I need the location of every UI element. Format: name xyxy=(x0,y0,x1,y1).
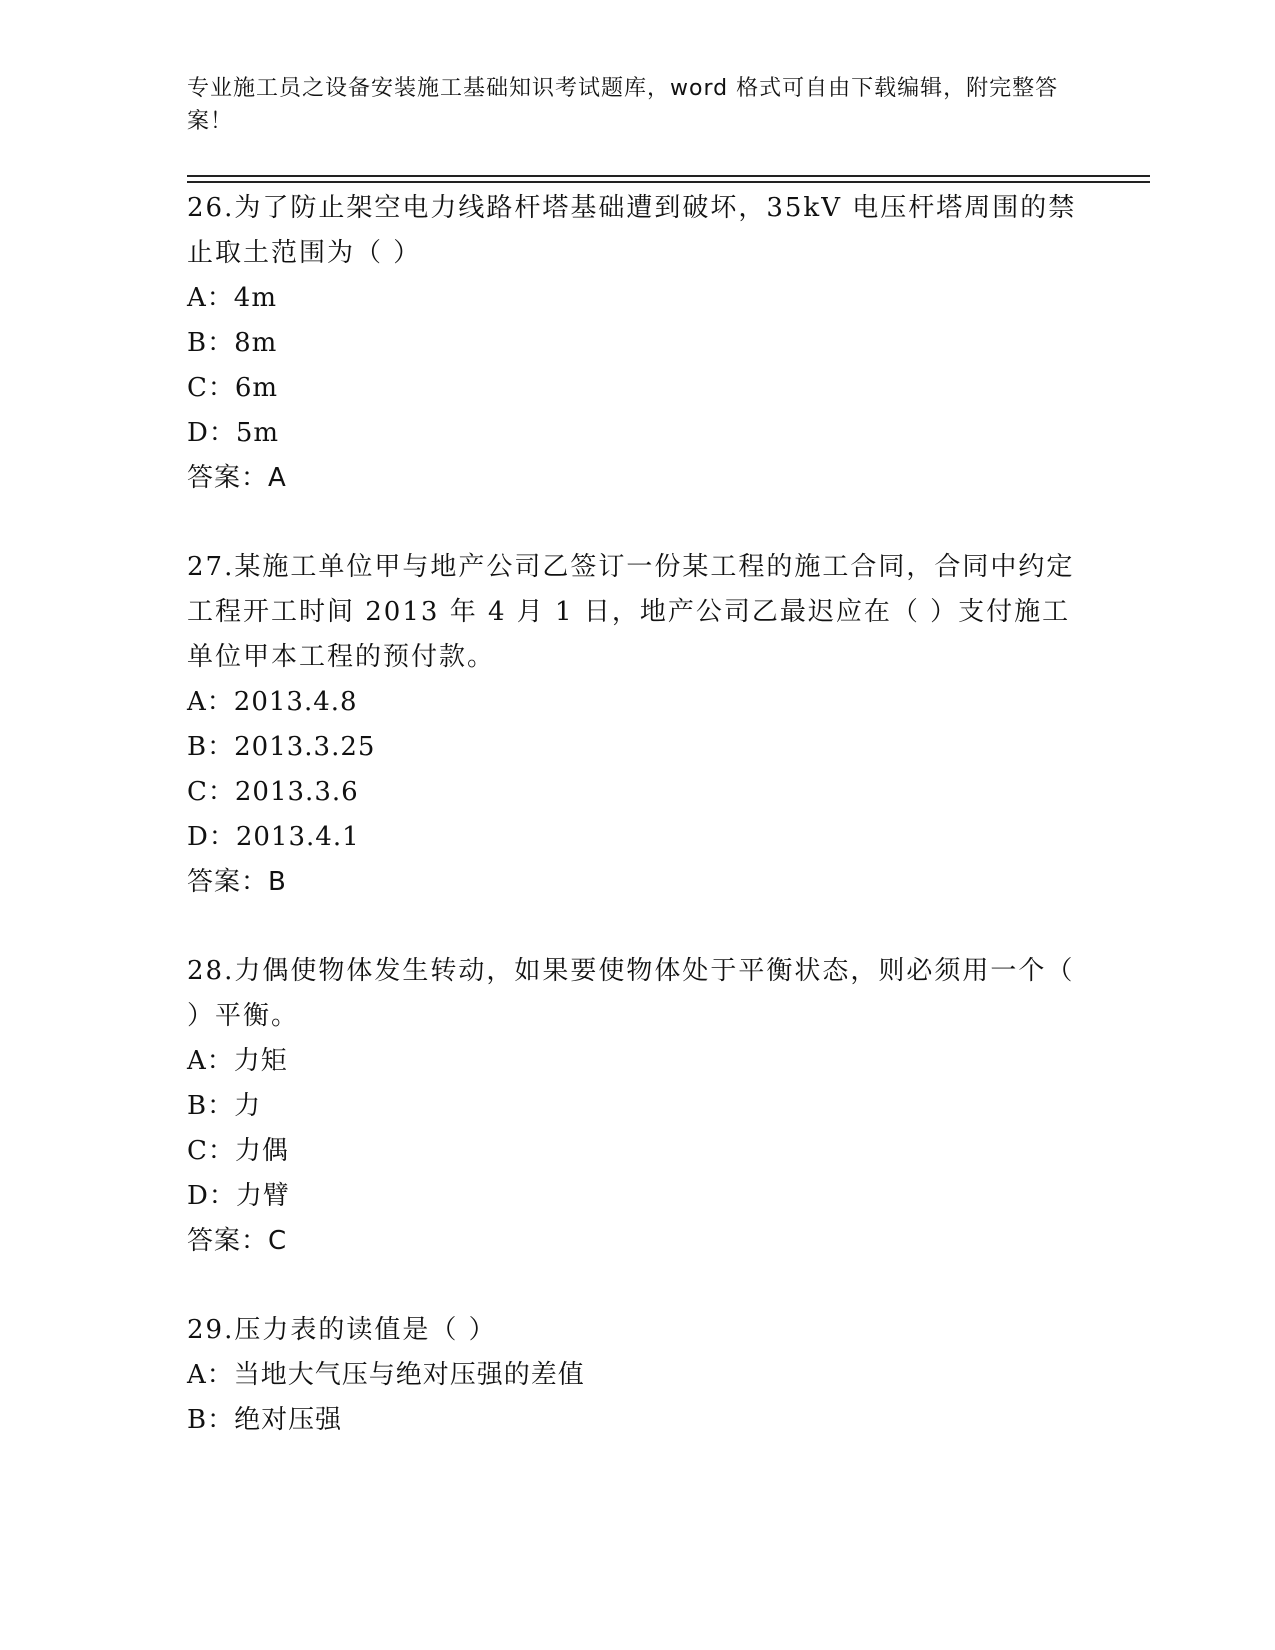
question-stem: 28.力偶使物体发生转动，如果要使物体处于平衡状态，则必须用一个（ ）平衡。 xyxy=(187,956,1075,1031)
answer: 答案：B xyxy=(187,867,287,897)
answer: 答案：A xyxy=(187,463,287,493)
option-d: D：2013.4.1 xyxy=(187,822,360,852)
answer: 答案：C xyxy=(187,1226,288,1256)
document-header: 专业施工员之设备安装施工基础知识考试题库，word 格式可自由下载编辑，附完整答案！ xyxy=(187,76,1059,134)
question-27 xyxy=(187,545,1087,905)
option-a: A：力矩 xyxy=(187,1046,288,1076)
question-stem: 27.某施工单位甲与地产公司乙签订一份某工程的施工合同，合同中约定工程开工时间 2013 年 4 月 1 日，地产公司乙最迟应在（ ）支付施工单位甲本工程的预付款。 xyxy=(187,552,1075,672)
option-b: B：力 xyxy=(187,1091,262,1121)
option-b: B：8m xyxy=(187,328,278,358)
question-list xyxy=(187,186,1087,1487)
option-b: B：2013.3.25 xyxy=(187,732,376,762)
question-stem: 29.压力表的读值是（ ） xyxy=(187,1315,497,1345)
option-a: A：当地大气压与绝对压强的差值 xyxy=(187,1360,585,1390)
question-26 xyxy=(187,186,1087,501)
option-a: A：2013.4.8 xyxy=(187,687,358,717)
option-c: C：6m xyxy=(187,373,279,403)
option-d: D：力臂 xyxy=(187,1181,290,1211)
option-c: C：2013.3.6 xyxy=(187,777,359,807)
option-a: A：4m xyxy=(187,283,277,313)
option-b: B：绝对压强 xyxy=(187,1405,343,1435)
header-rule-top xyxy=(187,175,1150,177)
option-d: D：5m xyxy=(187,418,280,448)
question-stem: 26.为了防止架空电力线路杆塔基础遭到破坏，35kV 电压杆塔周围的禁止取土范围为（ ） xyxy=(187,193,1077,268)
option-c: C：力偶 xyxy=(187,1136,289,1166)
question-29 xyxy=(187,1308,1087,1443)
header-rule-bottom xyxy=(187,181,1150,183)
question-28 xyxy=(187,949,1087,1264)
